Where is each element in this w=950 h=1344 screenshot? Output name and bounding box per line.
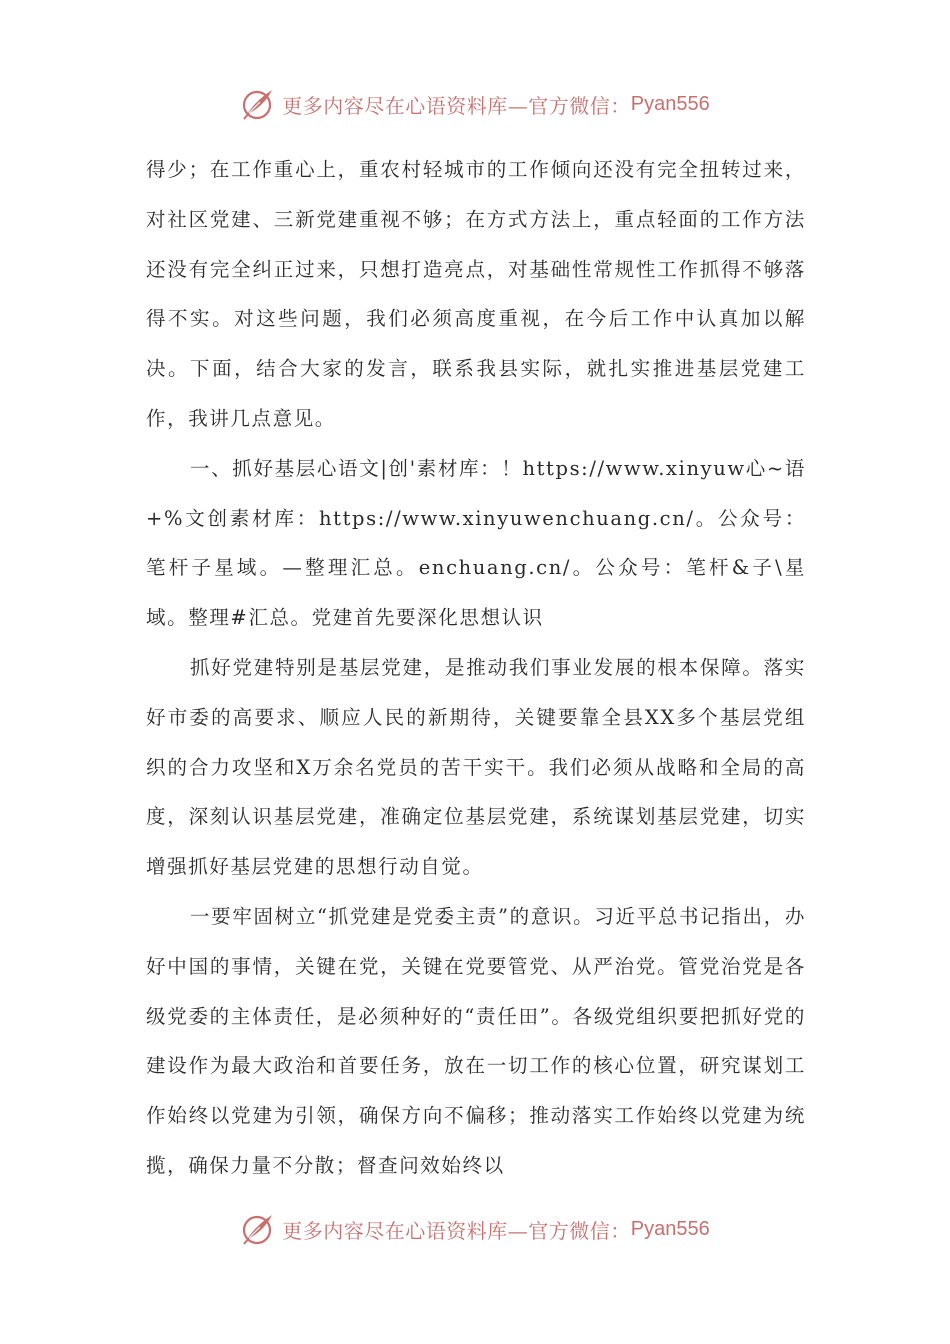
footer-banner — [0, 1207, 950, 1251]
header-banner — [0, 82, 950, 126]
paragraph-3: 抓好党建特别是基层党建，是推动我们事业发展的根本保障。落实好市委的高要求、顺应人民的新期待，关键要靠全县XX多个基层党组织的合力攻坚和X万余名党员的苦干实干。我们必须从战略和全局的高度，深刻认识基层党建，准确定位基层党建，系统谋划基层党建，切实增强抓好基层党建的思想行动自觉。 — [146, 655, 806, 879]
document-body — [146, 145, 806, 1191]
wechat-id: Pyan556 — [630, 92, 710, 115]
paragraph-2: 一、抓好基层心语文|创'素材库：！https://www.xinyuw心~语+%文创素材库：https://www.xinyuwenchuang.cn/。公众号：笔杆子星域。—整理汇总。enchuang.cn/。公众号：笔杆&子\星域。整理#汇总。党建首先要深化思想认识 — [146, 456, 806, 630]
wechat-id: Pyan556 — [630, 1217, 710, 1240]
banner-text: 更多内容尽在心语资料库—官方微信： — [282, 1218, 631, 1243]
banner-text: 更多内容尽在心语资料库—官方微信： — [282, 93, 631, 118]
feather-pen-icon — [240, 86, 276, 122]
paragraph-4: 一要牢固树立“抓党建是党委主责”的意识。习近平总书记指出，办好中国的事情，关键在党，关键在党要管党、从严治党。管党治党是各级党委的主体责任，是必须种好的“责任田”。各级党组织要把抓好党的建设作为最大政治和首要任务，放在一切工作的核心位置，研究谋划工作始终以党建为引领，确保方向不偏移；推动落实工作始终以党建为统揽，确保力量不分散；督查问效始终以 — [146, 904, 806, 1177]
feather-pen-icon — [240, 1211, 276, 1247]
paragraph-1: 得少；在工作重心上，重农村轻城市的工作倾向还没有完全扭转过来，对社区党建、三新党建重视不够；在方式方法上，重点轻面的工作方法还没有完全纠正过来，只想打造亮点，对基础性常规性工作抓得不够落得不实。对这些问题，我们必须高度重视，在今后工作中认真加以解决。下面，结合大家的发言，联系我县实际，就扎实推进基层党建工作，我讲几点意见。 — [146, 158, 806, 430]
